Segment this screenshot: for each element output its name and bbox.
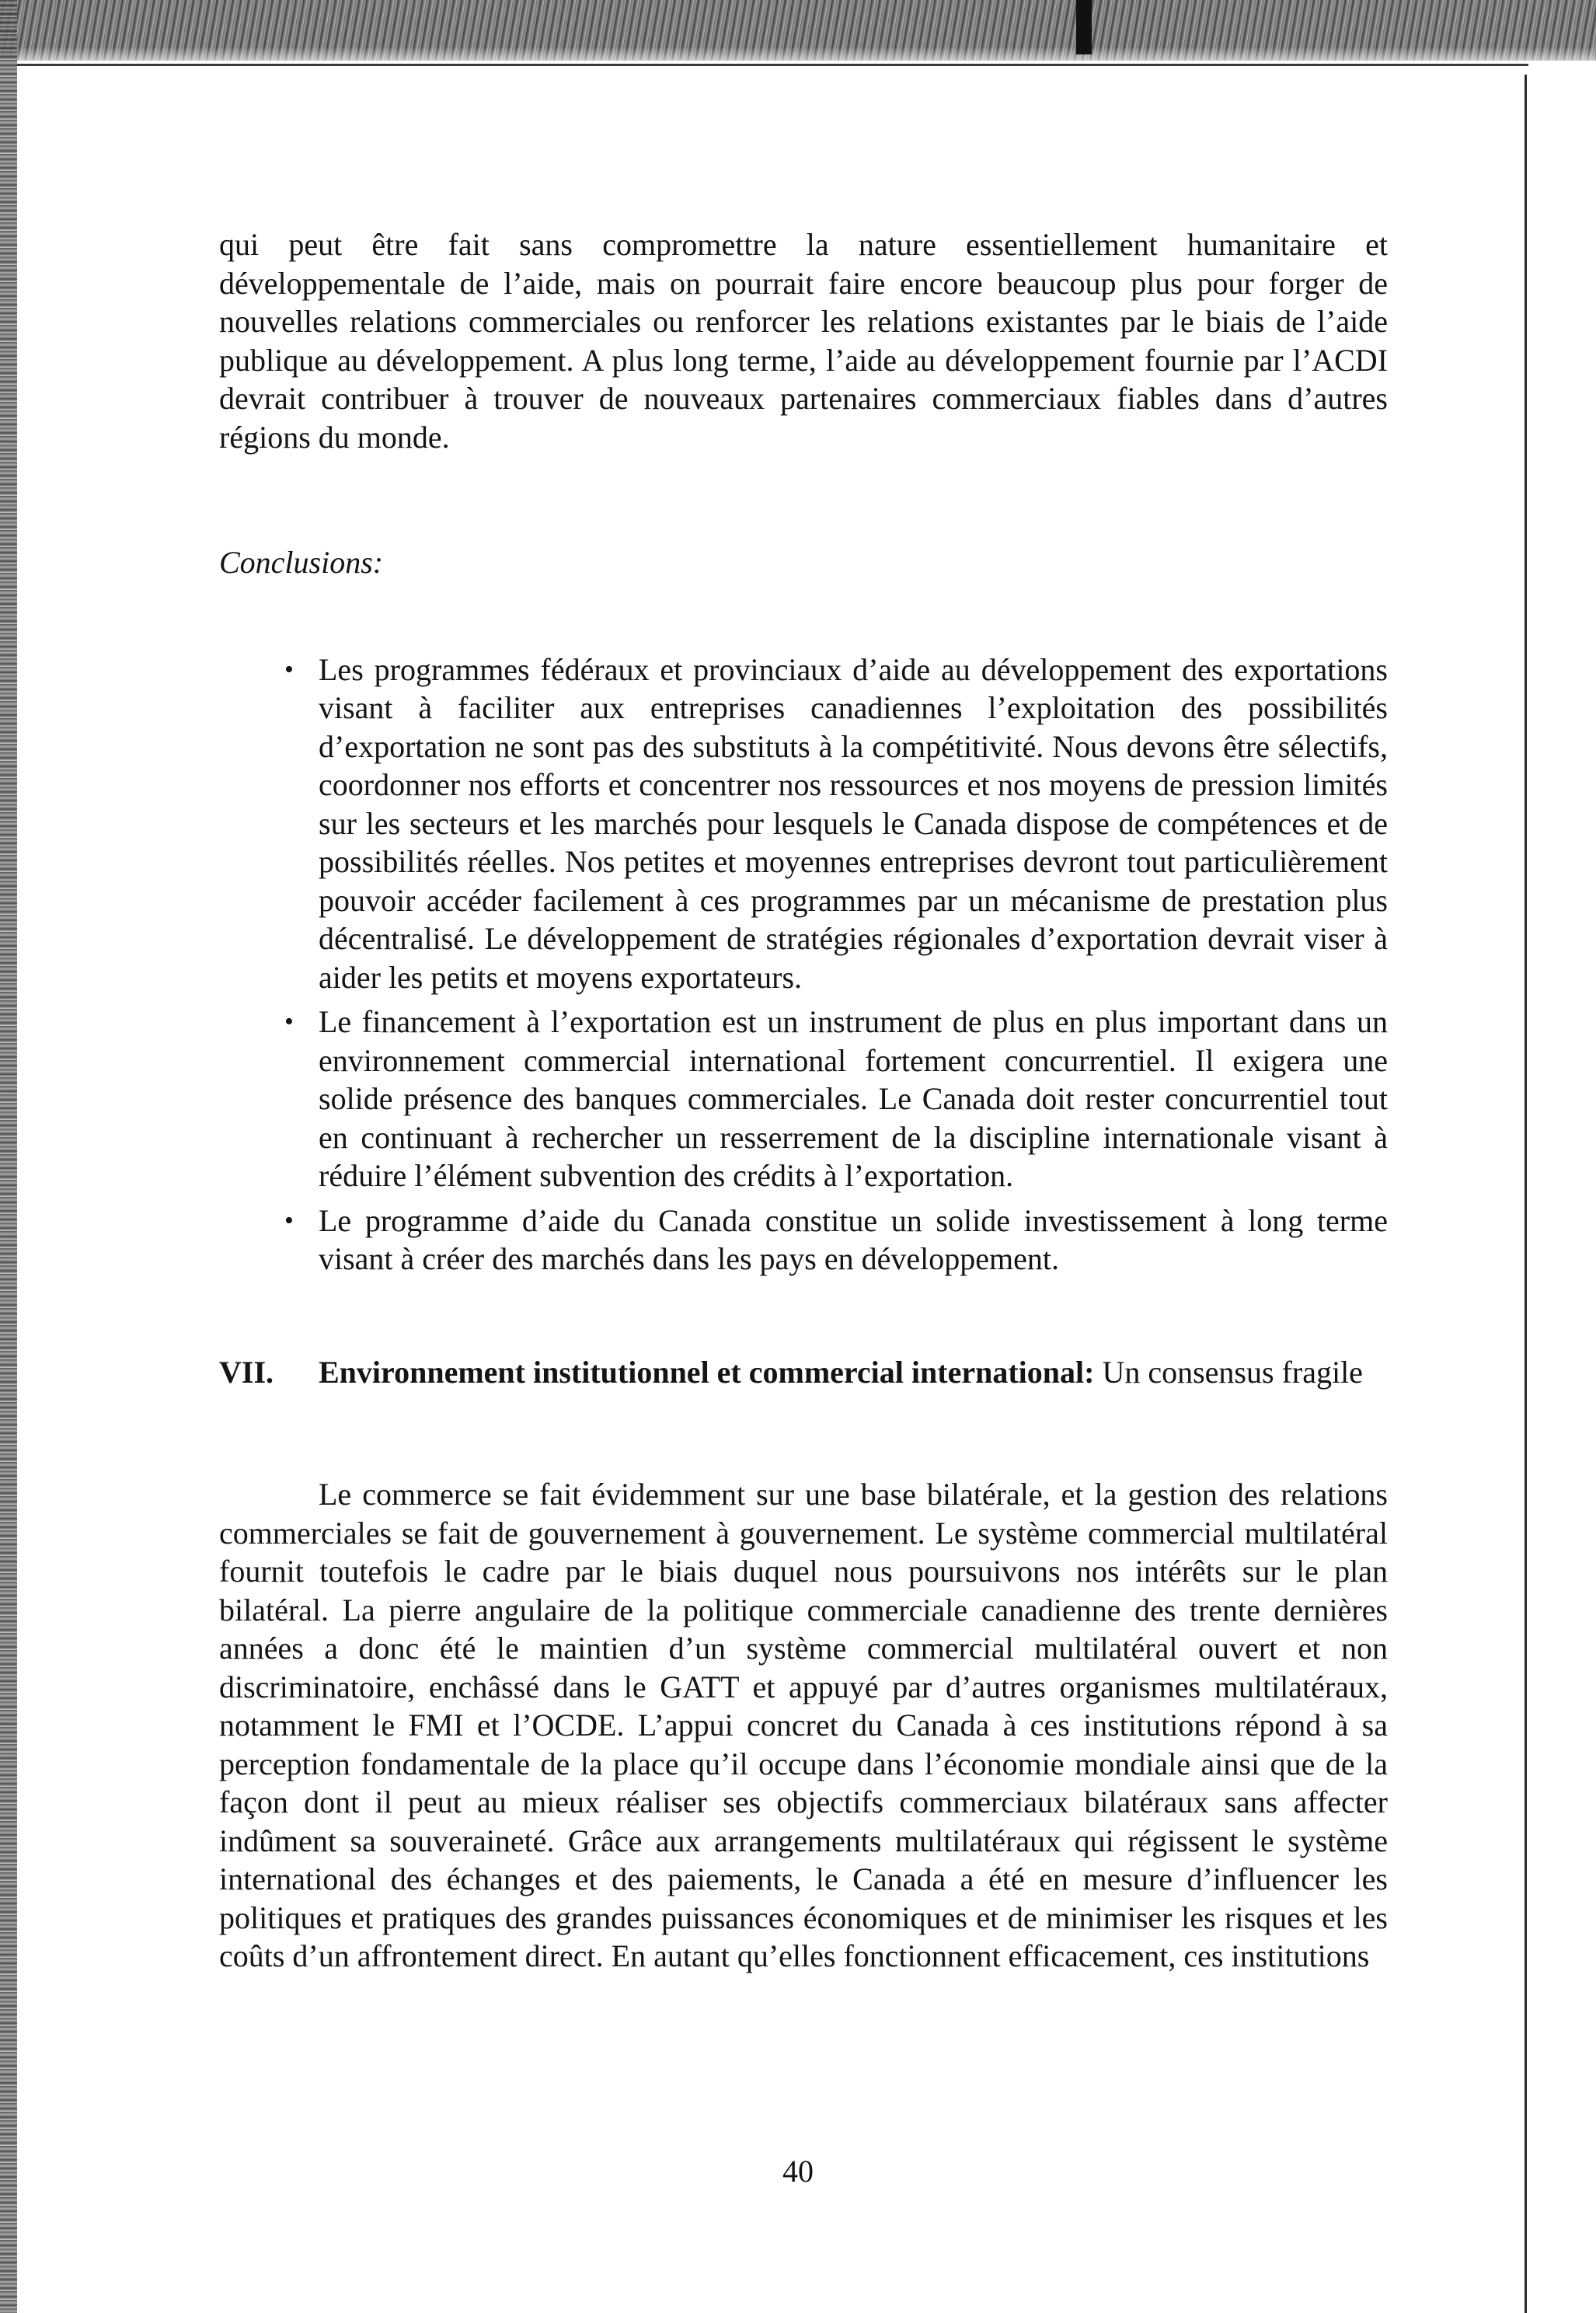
page-number: 40 [782, 2154, 814, 2189]
scan-binding-mark [1076, 0, 1092, 54]
page-content [219, 225, 1388, 1976]
intro-paragraph: qui peut être fait sans compromettre la nature essentiellement humanitaire et développementale de l’aide, mais on pourrait faire encore beaucoup plus pour forger de nouvelles relations commerciales ou renforcer les relations existantes par le biais de l’aide publique au développement. A plus long terme, l’aide au développement fournie par l’ACDI devrait contribuer à trouver de nouveaux partenaires commerciaux fiables dans d’autres régions du monde. [219, 227, 1388, 455]
list-item-text: Le programme d’aide du Canada constitue un solide investissement à long terme visant à créer des marchés dans les pays en développement. [319, 1202, 1388, 1276]
scan-edge-left [0, 0, 17, 2313]
conclusions-list [219, 651, 1388, 1279]
bullet-icon: • [284, 1205, 294, 1235]
body-paragraph: Le commerce se fait évidemment sur une base bilatérale, et la gestion des relations commerciales se fait de gouvernement à gouvernement. Le système commercial multilatéral fournit toutefois le cadre par le biais duquel nous poursuivons nos intérêts sur le plan bilatéral. La pierre angulaire de la politique commerciale canadienne des trente dernières années a donc été le maintien d’un système commercial multilatéral ouvert et non discriminatoire, enchâssé dans le GATT et appuyé par d’autres organismes multilatéraux, notamment le FMI et l’OCDE. L’appui concret du Canada à ces institutions répond à sa perception fondamentale de la place qu’il occupe dans l’économie mondiale ainsi que de la façon dont il peut au mieux réaliser ses objectifs commerciaux bilatéraux sans affecter indûment sa souveraineté. Grâce aux arrangements multilatéraux qui régissent le système international des échanges et des paiements, le Canada a été en mesure d’influencer les politiques et pratiques des grandes puissances économiques et de minimiser les risques et les coûts d’un affrontement direct. En autant qu’elles fonctionnent efficacement, ces institutions [219, 1477, 1388, 1973]
list-item-text: Les programmes fédéraux et provinciaux d’aide au développement des exportations visant à faciliter aux entreprises canadiennes l’exploitation des possibilités d’exportation ne sont pas des substituts à la compétitivité. Nous devons être sélectifs, coordonner nos efforts et concentrer nos ressources et nos moyens de pression limités sur les secteurs et les marchés pour lesquels le Canada dispose de compétences et de possibilités réelles. Nos petites et moyennes entreprises devront tout particulièrement pouvoir accéder facilement à ces programmes par un mécanisme de prestation plus décentralisé. Le développement de stratégies régionales d’exportation devrait viser à aider les petits et moyens exportateurs. [319, 651, 1388, 995]
scan-edge-top-fade [0, 47, 1596, 70]
section-title-rest: Un consensus fragile [1094, 1354, 1363, 1390]
section-heading [219, 1353, 1388, 1392]
bullet-icon: • [284, 654, 294, 684]
list-item [284, 1003, 1388, 1195]
page-border-right [1525, 75, 1527, 2313]
section-title [319, 1353, 1388, 1392]
list-item [284, 1202, 1388, 1279]
conclusions-heading: Conclusions: [219, 545, 384, 580]
section-title-bold: Environnement institutionnel et commercial international: [319, 1354, 1095, 1390]
bullet-icon: • [284, 1007, 294, 1036]
list-item [284, 651, 1388, 997]
section-number: VII. [219, 1354, 274, 1390]
page-border-top [17, 64, 1528, 66]
list-item-text: Le financement à l’exportation est un instrument de plus en plus important dans un environnement commercial international fortement concurrentiel. Il exigera une solide présence des banques commerciales. Le Canada doit rester concurrentiel tout en continuant à rechercher un resserrement de la discipline internationale visant à réduire l’élément subvention des crédits à l’exportation. [319, 1004, 1388, 1193]
